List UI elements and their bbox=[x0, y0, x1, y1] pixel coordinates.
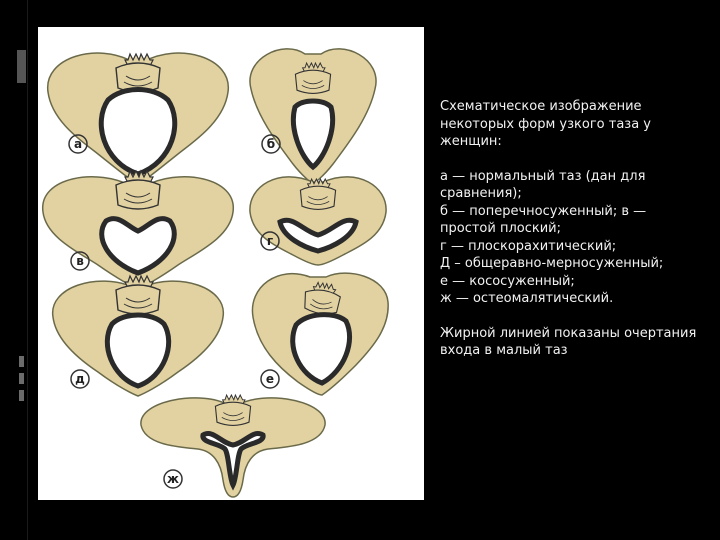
label-d: д bbox=[75, 372, 85, 386]
label-g: г bbox=[266, 234, 274, 248]
legend-item: г — плоскорахитический; bbox=[440, 238, 617, 254]
decor-bar-small-3 bbox=[19, 390, 24, 401]
legend-item: Д – общеравно-мерносуженный; bbox=[440, 256, 664, 271]
legend-item: а — нормальный таз (дан для сравнения); bbox=[440, 168, 646, 201]
pelvis-shape-a bbox=[48, 53, 229, 184]
legend-list bbox=[440, 168, 705, 308]
decor-bar-small-1 bbox=[19, 356, 24, 367]
decor-bar-small-2 bbox=[19, 373, 24, 384]
label-a: а bbox=[73, 137, 83, 151]
legend-item: е — кососуженный; bbox=[440, 273, 575, 289]
pelvis-diagram bbox=[38, 27, 424, 500]
note-text: Жирной линией показаны очертания входа в малый таз bbox=[440, 325, 697, 358]
pelvis-shape-v bbox=[43, 171, 234, 289]
legend-item: б — поперечносуженный; в — простой плоский; bbox=[440, 203, 647, 236]
pelvis-diagram-svg bbox=[38, 27, 424, 500]
label-v: в bbox=[76, 254, 84, 268]
label-b: б bbox=[266, 137, 276, 151]
label-zh: ж bbox=[167, 472, 179, 486]
pelvis-shape-g bbox=[250, 177, 386, 265]
caption-text bbox=[440, 98, 705, 360]
intro-text: Схематическое изображение некоторых форм узкого таза у женщин: bbox=[440, 99, 652, 149]
label-e: е bbox=[265, 372, 275, 386]
pelvis-shape-b bbox=[250, 49, 376, 184]
edge-line bbox=[27, 0, 28, 540]
decor-bar-large bbox=[17, 50, 26, 83]
legend-item: ж — остеомалятический. bbox=[440, 291, 614, 306]
